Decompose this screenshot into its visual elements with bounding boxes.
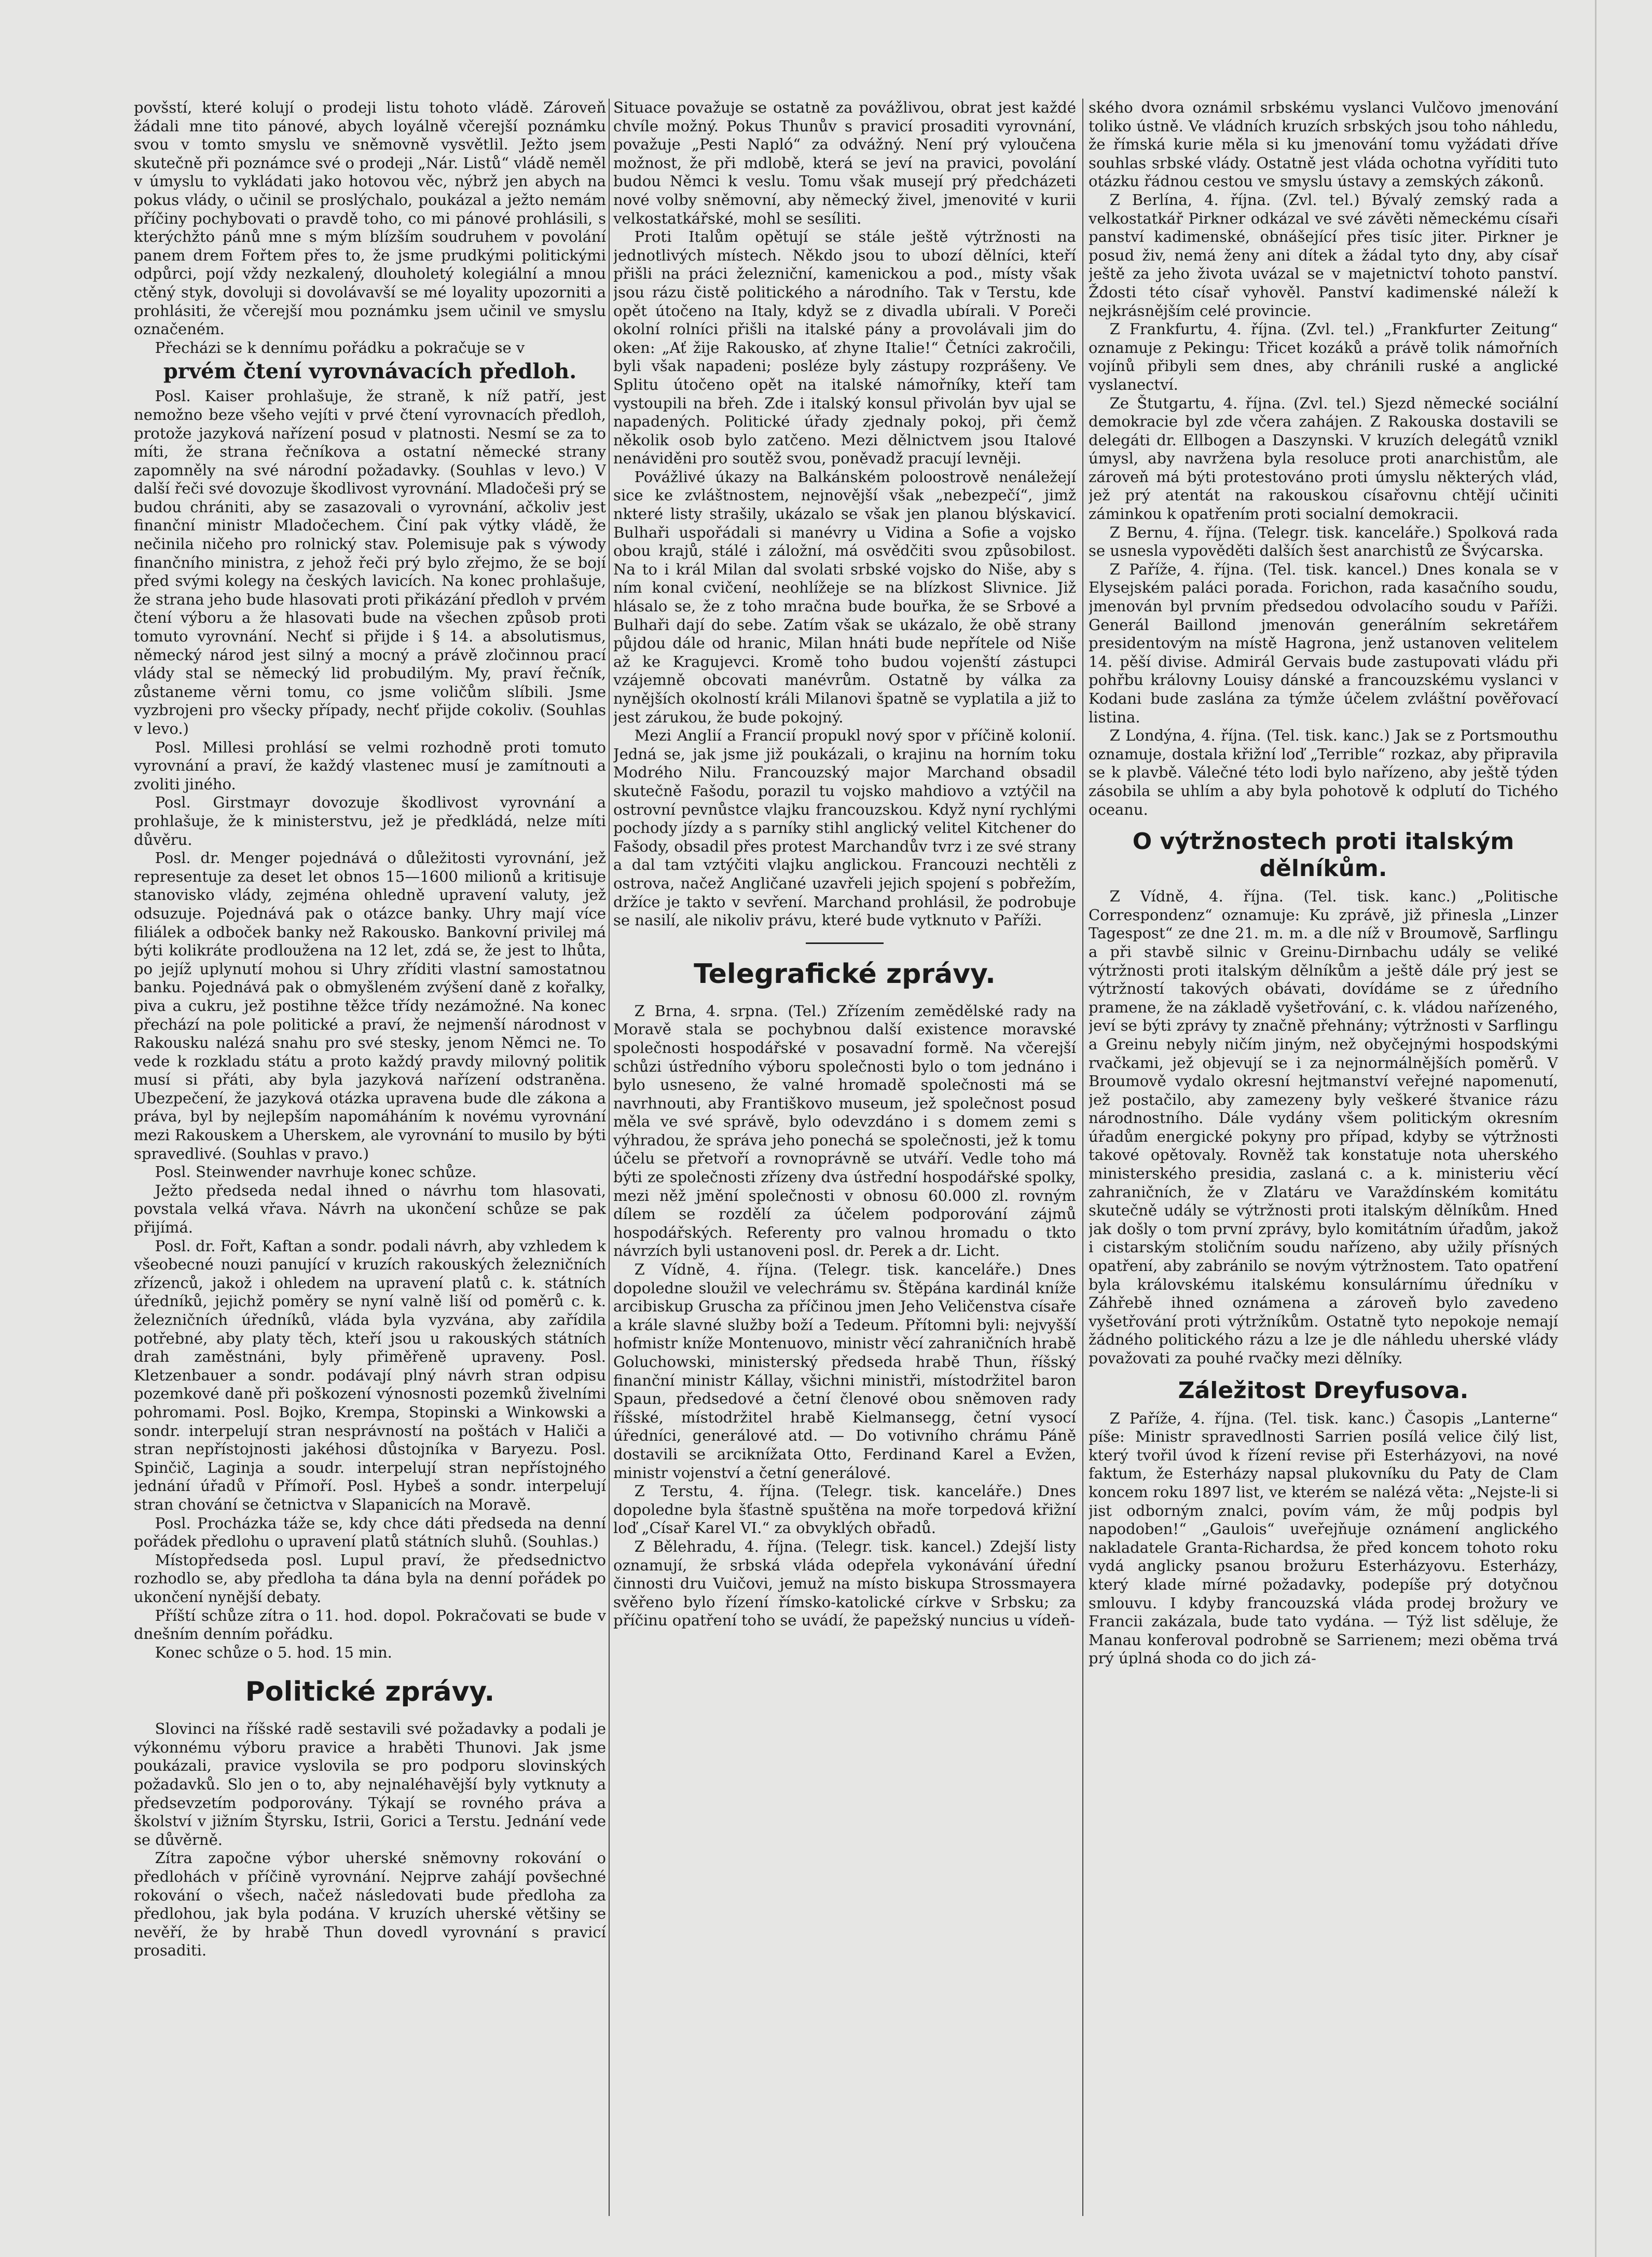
section-heading: Telegrafické zprávy. (694, 958, 996, 990)
paragraph: Z Bernu, 4. října. (Telegr. tisk. kanceláře.) Spolková rada se usnesla vypověděti dalších šest anarchistů ze Švýcarska. (1089, 523, 1558, 560)
page-fold-edge (1595, 0, 1596, 2257)
paragraph: Situace považuje se ostatně za povážlivou, obrat jest každé chvíle možný. Pokus Thunův s pravicí prosaditi vyrovnání, považuje „Pesti Napló“ za odvážný. Není prý vyloučena možnost, že při mdlobě, která se jeví na pravici, povolání budou Němci k veslu. Tomu však musejí prý předcházeti nové volby sněmovní, aby německý živel, jmenovité v kurii velkostatkářské, mohl se sesíliti. (613, 99, 1076, 227)
paragraph: Posl. Millesi prohlásí se velmi rozhodně proti tomuto vyrovnání a praví, že každý vlastenec musí je zamítnouti a zvoliti jiného. (134, 738, 606, 793)
paragraph: Zítra započne výbor uherské sněmovny rokování o předlohách v příčině vyrovnání. Nejprve zahájí povšechné rokování o všech, načež následovati bude předloha za předlohou, jak byla podána. V kruzích uherské většiny se nevěří, že by hrabě Thun dovedl vyrovnání s pravicí prosaditi. (134, 1849, 606, 1960)
paragraph: Ze Štutgartu, 4. října. (Zvl. tel.) Sjezd německé sociální demokracie byl zde včera zahájen. Z Rakouska dostavili se delegáti dr. Ellbogen a Daszynski. V kruzích delegátů vznikl úmysl, aby navržena byla resoluce proti anarchistům, ale zároveň má býti protestováno proti úmyslu některých vlád, jež prý atentát na rakouskou císařovnu chtějí učiniti záminkou k opatřením proti socialní demokracii. (1089, 394, 1558, 523)
paragraph: Posl. dr. Fořt, Kaftan a sondr. podali návrh, aby vzhledem k všeobecné nouzi panující v kruzích rakouských železničních zřízenců, jakož i ohledem na upravení platů c. k. státních úředníků, jejichž poměry se nyní valně liší od poměrů c. k. železničních úředníků, vláda byla vyzvána, aby zařídila potřebné, aby platy těch, kteří jsou u rakouských státních drah zaměstnáni, byly přiměřeně upraveny. Posl. Kletzenbauer a sondr. podávají plný návrh stran odpisu pozemkové daně při poškození výnosnosti pozemků živelními pohromami. Posl. Bojko, Krempa, Stopinski a Winkowski a sondr. interpelují stran nesprávností na poštách v Haliči a stran nepřístojnosti jakéhosi důstojníka v Baryezu. Posl. Spinčič, Laginja a soudr. interpelují stran nepřístojného jednání úřadů v Přímoří. Posl. Hybeš a sondr. interpelují stran chování se četnictva v Slapanicích na Moravě. (134, 1237, 606, 1513)
column-middle (613, 99, 1076, 2216)
paragraph: Z Paříže, 4. října. (Tel. tisk. kanc.) Časopis „Lanterne“ píše: Ministr spravedlnosti Sarrien posílá velice čilý list, který tvořil úvod k řízení revise při Esterházyovi, na nové faktum, že Esterházy napsal plukovníku du Paty de Clam koncem roku 1897 list, ve kterém se nalézá věta: „Nejste-li si jist odborným znalci, povím vám, že můj podpis byl napodoben!“ „Gaulois“ uveřejňuje oznámení anglického nakladatele Granta-Richardsa, že před koncem tohoto roku vydá anglicky psanou brožuru Esterházyovu. Esterházy, který klade mírné požadavky, podepíše prý dotyčnou smlouvu. I kdyby francouzská vláda prodej brožury ve Francii zakázala, bude tato vydána. — Týž list sděluje, že Manau konferoval podrobně se Sarrienem; mezi oběma trvá prý úplná shoda co do jich zá- (1089, 1409, 1558, 1667)
paragraph: Posl. dr. Menger pojednává o důležitosti vyrovnání, jež representuje za deset let obnos 15—1600 milionů a kritisuje stanovisko vlády, zejména ohledně upravení valuty, jež odsuzuje. Pojednává pak o otázce banky. Uhry mají více filiálek a odboček banky než Rakousko. Bankovní privilej má býti kolikráte prodloužena na 12 let, zdá se, že jest to lhůta, po jejíž uplynutí mohou si Uhry zříditi vlastní samostatnou banku. Pojednává pak o obmyšleném zvýšení daně z kořalky, piva a cukru, jež postihne těžce třídy nezámožné. Na konec přechází na pole politické a praví, že nejmenší národnost v Rakousku nalézá snahu pro své stesky, jenom Němci ne. To vede k rozkladu státu a proto každý pravdy milovný politik musí si přáti, aby byla jazyková nařízení odstraněna. Ubezpečení, že jazyková otázka upravena bude dle zákona a práva, byl by nejlepším napomáháním k novému vyrovnání mezi Rakouskem a Uherskem, ale vyrovnání to musilo by býti spravedlivé. (Souhlas v pravo.) (134, 849, 606, 1162)
column-divider (609, 99, 610, 2216)
paragraph: Ježto předseda nedal ihned o návrhu tom hlasovati, povstala velká vřava. Návrh na ukončení schůze se pak přijímá. (134, 1181, 606, 1237)
section-heading: Politické zprávy. (245, 1676, 495, 1708)
paragraph: Z Vídně, 4. října. (Tel. tisk. kanc.) „Politische Correspondenz“ oznamuje: Ku zprávě, již přinesla „Linzer Tagespost“ ze dne 21. m. m. a dle níž v Broumově, Sarflingu a při stavbě silnic v Greinu-Dirnbachu udály se veliké výtržnosti proti italským dělníkům a ještě dále prý jest se výtržností takových obávati, dovídáme se z úředního pramene, že na základě vyšetřování, c. k. vládou nařízeného, jeví se býti zprávy ty značně přehnány; výtržnosti v Sarflingu a Greinu nebyly ničím jiným, než obyčejnými hospodskými rvačkami, jež objevují se i za nejnormálnějších poměrů. V Broumově vydalo okresní hejtmanství veřejné napomenutí, jež postačilo, aby zamezeny byly veškeré štvanice rázu národnostního. Dále vydány všem politickým okresním úřadům energické pokyny pro případ, kdyby se výtržnosti takové opětovaly. Rovněž tak konstatuje nota uherského ministerského presidia, zaslaná c. a k. ministeriu věcí zahraničních, že v Zlatáru ve Varaždínském komitátu skutečně udály se výtržnosti proti italským dělníkům. Hned jak došly o tom první zprávy, bylo komitátním úřadům, jakož i cistarským stoličním soudu nařízeno, aby užily přísných opatření, aby zabránilo se novým výtržnostem. Tato opatření byla královskému italskému konsulárnímu úředníku v Záhřebě ihned oznámena a zároveň bylo zavedeno vyšetřování proti výtržníkům. Ostatně tyto nepokoje nemají žádného politického rázu a lze je dle náhledu uherské vlády považovati za pouhé rvačky mezi dělníky. (1089, 887, 1558, 1367)
column-right (1089, 99, 1558, 2216)
paragraph: Z Brna, 4. srpna. (Tel.) Zřízením zemědělské rady na Moravě stala se pochybnou další existence moravské společnosti hospodářské v posavadní formě. Na včerejší schůzi ústředního výboru společnosti bylo o tom jednáno i bylo usneseno, že valné hromadě společnosti má se navrhnouti, aby Františkovo museum, jež společnost posud měla ve své správě, bylo odevzdáno i s domem zemi s výhradou, že správa jeho ponechá se společnosti, jež k tomu účelu se přetvoří a rovnoprávně se utváří. Vedle toho má býti ze společnosti zřízeny dva ústřední hospodářské spolky, mezi něž jmění společnosti v obnosu 60.000 zl. rovným dílem se rozdělí za účelem podporování zájmů hospodářských. Referenty pro valnou hromadu o tkto návrzích byli ustanoveni posl. dr. Perek a dr. Licht. (613, 1002, 1076, 1260)
subheading: prvém čtení vyrovnávacích předloh. (163, 359, 577, 384)
paragraph: ského dvora oznámil srbskému vyslanci Vulčovo jmenování toliko ústně. Ve vládních kruzích srbských jsou toho náhledu, že římská kurie měla si ku jmenování tomu vyžádati dříve souhlas srbské vlády. Ostatně jest vláda ochotna vyříditi tuto otázku řádnou cestou ve smyslu ústavy a zemských zákonů. (1089, 99, 1558, 190)
paragraph: Z Terstu, 4. října. (Telegr. tisk. kanceláře.) Dnes dopoledne byla šťastně spuštěna na moře torpedová křižní loď „Císař Karel VI.“ za obvyklých obřadů. (613, 1482, 1076, 1537)
article-heading: Záležitost Dreyfusova. (1178, 1377, 1469, 1404)
separator-rule (806, 942, 884, 944)
paragraph: Povážlivé úkazy na Balkánském poloostrově nenáležejí sice ke zvláštnostem, nejnovější však „nebezpečí“, jimž nkteré listy strašily, ukázalo se však jen planou blýskavicí. Bulhaři uspořádali si manévry u Vidina a Sofie a vojsko obou krajů, stálé i záložní, má osvědčiti svou způsobilost. Na to i král Milan dal svolati srbské vojsko do Niše, aby s ním konal cvičení, neohlížeje se na blízkost Slivnice. Již hlásalo se, že z toho mračna bude bouřka, že se Srbové a Bulhaři dají do sebe. Zatím však se ukázalo, že obě strany půjdou dále od hranic, Milan hnáti bude nepřítele od Niše až ke Kragujevci. Kromě toho budou vojenští zástupci vzájemně obcovati manévrům. Ostatně by válka za nynějších okolností králi Milanovi špatně se vyplatila a již to jest zárukou, že bude pokojný. (613, 468, 1076, 726)
paragraph: Posl. Kaiser prohlašuje, že straně, k níž patří, jest nemožno beze všeho vejíti v prvé čtení vyrovnacích předloh, protože jazyková nařízení posud v platnosti. Nesmí se za to míti, že strana řečníkova a ostatní německé strany zapomněly na své národní požadavky. (Souhlas v levo.) V další řeči své dovozuje škodlivost vyrovnání. Mladočeši prý se budou chrániti, aby se zasazovali o vyrovnání, ačkoliv jest finanční ministr Mladočechem. Činí pak výtky vládě, že nečinila ničeho pro rolnický stav. Polemisuje pak s výwody finančního ministra, z jehož řeči prý bylo zřejmo, že se bojí před svými kolegy na českých lavicích. Na konec prohlašuje, že strana jeho bude hlasovati proti přikázání předloh v prvém čtení výboru a že hlasovati bude na všechen způsob proti tomuto vyrovnání. Nechť si přijde i § 14. a absolutismus, německý národ jest silný a mocný a právě zločinnou prací vlády stal se německý lid probudilým. My, praví řečník, zůstaneme věrni tomu, co jsme voličům slíbili. Jsme vyzbrojeni pro všecky případy, nechť přijde cokoliv. (Souhlas v levo.) (134, 387, 606, 737)
paragraph: Posl. Girstmayr dovozuje škodlivost vyrovnání a prohlašuje, že k ministerstvu, jež je předkládá, nelze míti důvěru. (134, 794, 606, 849)
paragraph: Mezi Anglií a Francií propukl nový spor v příčině kolonií. Jedná se, jak jsme již poukázali, o krajinu na horním toku Modrého Nilu. Francouzský major Marchand obsadil skutečně Fašodu, porazil tu vojsko mahdiovo a vztýčil na ostrovní pevnůstce vlajku francouzskou. Když nyní rychlými pochody jízdy a s parníky stihl anglický velitel Kitchener do Fašody, obsadil přes protest Marchandův tvrz i ze své strany a dal tam vztýčiti vlajku anglickou. Francouzi nechtěli z ostrova, načež Angličané uzavřeli jejich spojení s pobřežím, držíce je takto v sevření. Marchand prohlásil, že podrobuje se nasilí, ale nikoliv právu, které bude vytknuto v Paříži. (613, 727, 1076, 929)
paragraph: Z Bělehradu, 4. října. (Telegr. tisk. kancel.) Zdejší listy oznamují, že srbská vláda odepřela vykonávání úřední činnosti dru Vuičovi, jemuž na místo biskupa Strossmayera svěřeno bylo řízení římsko-katolické církve v Srbsku; za příčinu opatření toho se uvádí, že papežský nuncius u vídeň- (613, 1537, 1076, 1630)
paragraph: Z Berlína, 4. října. (Zvl. tel.) Bývalý zemský rada a velkostatkář Pirkner odkázal ve své závěti německému císaři panství kadimenské, obnášející přes tisíc jiter. Pirkner je posud živ, nemá ženy ani dítek a žádal tyto dny, aby císař ještě za jeho života uvázal se v majetnictví tohoto panství. Ždosti této císař vyhověl. Panství kadimenské náleží k nejkrásnějším celé provincie. (1089, 190, 1558, 320)
paragraph: Konec schůze o 5. hod. 15 min. (155, 1643, 392, 1661)
paragraph: povšstí, které kolují o prodeji listu tohoto vládě. Zároveň žádali mne tito pánové, abych loyálně včerejší poznámku svou v tomto smyslu ve sněmovně vysvětlil. Ježto jsem skutečně při poznámce své o prodeji „Nár. Listů“ vládě neměl v úmyslu to vykládati jako hotovou věc, nýbrž jen abych na pokus vlády, o učinil se proslýchalo, poukázal a ježto nemám příčiny pochybovati o pravdě toho, co mi pánové prohlásili, s kterýchžto pánů mne s mým blízším soudruhem v povolání panem drem Fořtem přes to, že jsme prudkými politickými odpůrci, pojí vždy nezkalený, dlouholetý kolegiální a mnou ctěný styk, dovoluji si dovolávavší se mé loyality upozorniti a prohlásiti, že včerejší mou poznámku jsem učinil ve smyslu označeném. (134, 99, 606, 338)
paragraph: Posl. Steinwender navrhuje konec schůze. (155, 1163, 477, 1181)
paragraph: Slovinci na říšské radě sestavili své požadavky a podali je výkonnému výboru pravice a hraběti Thunovi. Jak jsme poukázali, pravice vyslovila se pro podporu slovinských požadavků. Slo jen o to, aby nejnaléhavější byly vytknuty a předsevzetím podporovány. Týkají se rovného práva a školství v jižním Štyrsku, Istrii, Gorici a Terstu. Jednání vede se důvěrně. (134, 1720, 606, 1849)
paragraph: Z Frankfurtu, 4. října. (Zvl. tel.) „Frankfurter Zeitung“ oznamuje z Pekingu: Třicet kozáků a právě tolik námořních vojínů přibyli sem dnes, aby chránili ruské a anglické vyslanectví. (1089, 320, 1558, 393)
column-divider (1082, 99, 1083, 2216)
paragraph: Z Londýna, 4. října. (Tel. tisk. kanc.) Jak se z Portsmouthu oznamuje, dostala křižní loď „Terrible“ rozkaz, aby připravila se k plavbě. Válečné této lodi bylo nařízeno, aby ještě týden zásobila se uhlím a aby byla pohotově k odplutí do Tichého oceanu. (1089, 727, 1558, 818)
paragraph: Příští schůze zítra o 11. hod. dopol. Pokračovati se bude v dnešním denním pořádku. (134, 1606, 606, 1643)
paragraph: Proti Italům opětují se stále ještě výtržnosti na jednotlivých místech. Někdo jsou to ubozí dělníci, kteří přišli na práci železniční, kamenickou a pod., místy však jsou rázu čistě politického a národního. Tak v Terstu, kde opět útočeno na Italy, když se z divadla ubírali. V Poreči okolní rolníci přišli na italské pány a provolávali jim do oken: „Ať žije Rakousko, ať zhyne Italie!“ Četníci zakročili, byli však napadeni; posléze byly zástupy rozprášeny. Ve Splitu útočeno opět na italské námořníky, kteří tam vystoupili na břeh. Zde i italský konsul přivolán byv ujal se napadených. Politické úřady zjednaly pokoj, při čemž několik osob bylo zatčeno. Mezi dělnictvem jsou Italové nenáviděni pro soutěž svou, poněvadž pracují levněji. (613, 228, 1076, 468)
paragraph: Posl. Procházka táže se, kdy chce dáti předseda na denní pořádek předlohu o upravení platů státních sluhů. (Souhlas.) (134, 1514, 606, 1551)
column-left (134, 99, 606, 2216)
paragraph: Přecházi se k dennímu pořádku a pokračuje se v (155, 338, 525, 357)
paragraph: Z Vídně, 4. října. (Telegr. tisk. kanceláře.) Dnes dopoledne sloužil ve velechrámu sv. Štěpána kardinál kníže arcibiskup Gruscha za příčinou jmen Jeho Veličenstva císaře a krále slavné služby boží a Tedeum. Přítomni byli: nejvyšší hofmistr kníže Montenuovo, ministr věcí zahraničních hrabě Goluchowski, ministerský předseda hrabě Thun, říšský finanční ministr Kállay, všichni ministři, místodržitel baron Spaun, předsedové a četní členové obou sněmoven rady říšské, místodržitel hrabě Kielmansegg, četní vysocí úředníci, generálové atd. — Do votivního chrámu Páně dostavili se arciknížata Otto, Ferdinand Karel a Evžen, ministr vojenství a četní generálové. (613, 1261, 1076, 1482)
paragraph: Místopředseda posl. Lupul praví, že předsednictvo rozhodlo se, aby předloha ta dána byla na denní pořádek po ukončení nynější debaty. (134, 1551, 606, 1606)
paragraph: Z Paříže, 4. října. (Tel. tisk. kancel.) Dnes konala se v Elysejském paláci porada. Forichon, rada kasačního soudu, jmenován byl prvním předsedou odvolacího soudu v Paříži. Generál Baillond jmenován generálním sekretářem presidentovým na místě Hagrona, jenž ustanoven velitelem 14. pěší divise. Admirál Gervais bude zastupovati vládu při pohřbu královny Louisy dánské a francouzskému vyslanci v Kodani bude zaslána za týmže účelem zvláštní pověřovací listina. (1089, 560, 1558, 726)
article-heading: O výtržnostech proti italským dělníkům. (1132, 828, 1515, 882)
